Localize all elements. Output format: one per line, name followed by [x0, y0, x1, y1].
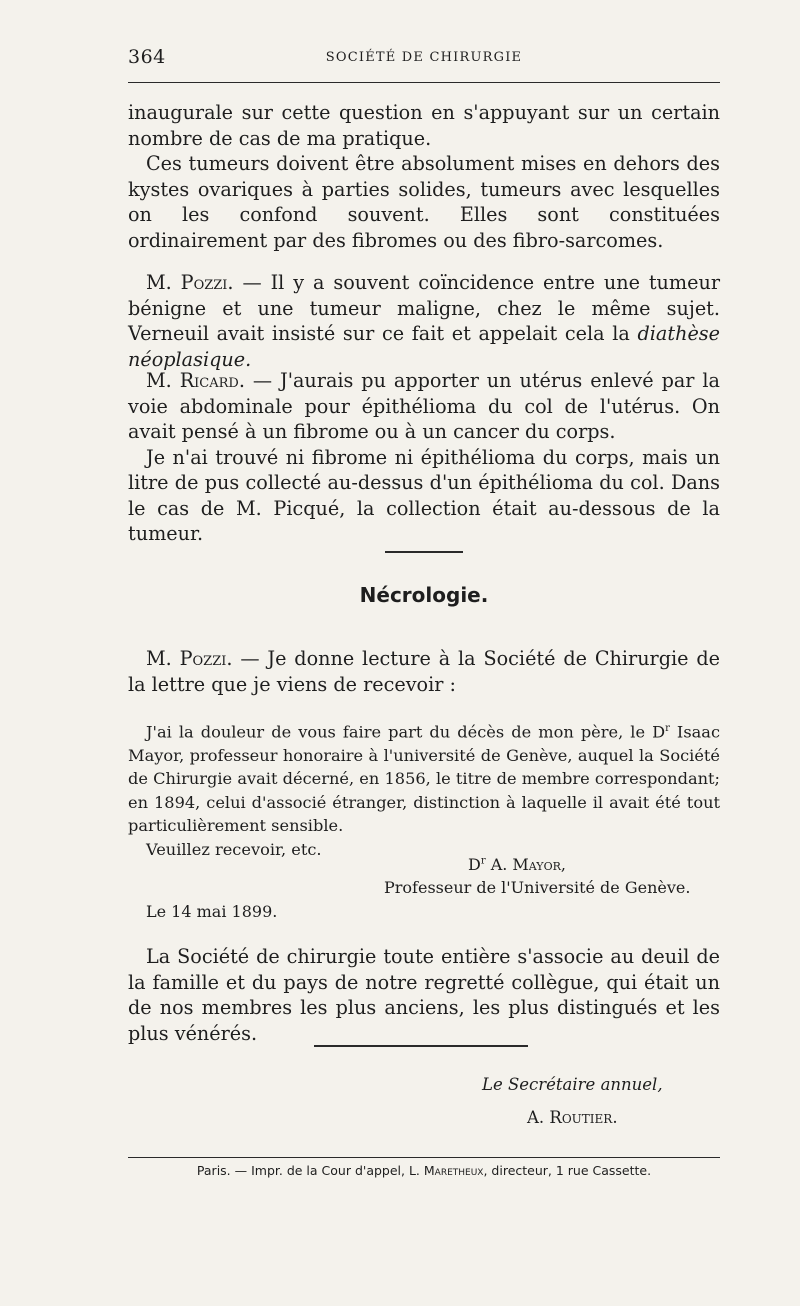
pozzi-text: — Il y a souvent coïncidence entre une tumeur bénigne et une tumeur maligne, chez le même sujet. Verneuil avait insisté sur ce fait et appelait cela la — [128, 271, 720, 345]
section-title-necrologie: Nécrologie. — [359, 583, 489, 607]
letter-text-a: J'ai la douleur de vous faire part du décès de mon père, le D — [146, 722, 666, 742]
closing-rule — [314, 1045, 528, 1047]
pozzi-paragraph — [128, 270, 720, 372]
section-rule — [385, 551, 463, 553]
intro-paragraph — [128, 646, 720, 697]
running-title: SOCIÉTÉ DE CHIRURGIE — [325, 50, 523, 65]
diathese-italic: diathèse néoplasique. — [128, 322, 720, 371]
discussion-block-1 — [128, 100, 720, 253]
letter-closing: Veuillez recevoir, etc. — [146, 839, 322, 859]
letter-date: Le 14 mai 1899. — [146, 902, 278, 921]
secretary-name: A. Routier. — [527, 1108, 618, 1127]
letter-paragraph — [128, 717, 720, 838]
header-rule — [128, 82, 720, 83]
secretary-role: Le Secrétaire annuel, — [482, 1075, 663, 1094]
closing-block — [128, 944, 720, 1046]
ricard-paragraph — [128, 368, 720, 445]
speaker-pozzi-2: M. Pozzi. — [146, 647, 233, 670]
page-number: 364 — [128, 46, 166, 68]
page-header — [128, 42, 720, 72]
letter-sup: r — [665, 723, 670, 734]
footer-rule — [128, 1157, 720, 1158]
letter-signature-name — [468, 855, 566, 874]
necrologie-intro — [128, 646, 720, 697]
ricard-text: — J'aurais pu apporter un utérus enlevé par la voie abdominale pour épithélioma du col de l'utérus. On avait pensé à un fibrome ou à un cancer du corps. — [128, 369, 720, 443]
imprint-name: Maretheux — [423, 1163, 484, 1178]
quoted-letter — [128, 717, 720, 861]
printer-imprint — [128, 1163, 720, 1178]
ricard-paragraph-2: Je n'ai trouvé ni fibrome ni épithélioma du corps, mais un litre de pus collecté au-dessus d'un épithélioma du col. Dans le cas de M. Picqué, la collection était au-dessous de la tumeur. — [128, 445, 720, 545]
speaker-pozzi: M. Pozzi. — [146, 271, 234, 294]
letter-text-b: Isaac Mayor, professeur honoraire à l'université de Genève, auquel la Société de Chirurgie avait décerné, en 1856, le titre de membre correspondant; en 1894, celui d'associé étranger, distinction à laquelle il avait été tout particulièrement sensible. — [128, 722, 721, 836]
intro-text: — Je donne lecture à la Société de Chirurgie de la lettre que je viens de recevoir : — [128, 647, 720, 696]
imprint-a: Paris. — Impr. de la Cour d'appel, L. — [196, 1163, 424, 1178]
closing-paragraph: La Société de chirurgie toute entière s'associe au deuil de la famille et du pays de notre regretté collègue, qui était un de nos membres les plus anciens, les plus distingués et les plus vénérés. — [128, 945, 720, 1045]
pozzi-remark — [128, 270, 720, 372]
paragraph-continuation: inaugurale sur cette question en s'appuyant sur un certain nombre de cas de ma pratique. — [128, 101, 720, 150]
sig-name: A. Mayor, — [485, 855, 566, 874]
letter-signature-title: Professeur de l'Université de Genève. — [384, 878, 691, 897]
speaker-ricard: M. Ricard. — [146, 369, 245, 392]
sig-prefix: D — [468, 855, 481, 874]
paragraph-tumeurs: Ces tumeurs doivent être absolument mises en dehors des kystes ovariques à parties solides, tumeurs avec lesquelles on les confond souvent. Elles sont constituées ordinairement par des fibromes ou des fibro-sarcomes. — [128, 152, 720, 252]
ricard-remark — [128, 368, 720, 547]
sig-sup: r — [480, 855, 486, 867]
imprint-b: , directeur, 1 rue Cassette. — [483, 1163, 652, 1178]
